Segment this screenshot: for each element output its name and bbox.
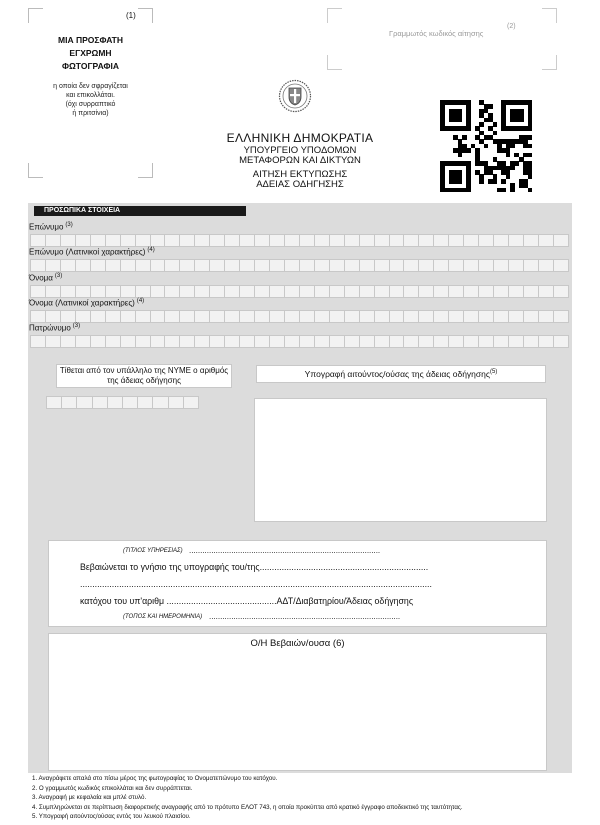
certification-line-1: Βεβαιώνεται το γνήσιο της υπογραφής του/της..................................................................... xyxy=(80,562,429,572)
character-box[interactable] xyxy=(164,259,180,272)
character-box[interactable] xyxy=(254,335,270,348)
character-box[interactable] xyxy=(179,335,195,348)
character-box[interactable] xyxy=(493,285,509,298)
character-box[interactable] xyxy=(30,285,46,298)
character-box[interactable] xyxy=(553,285,569,298)
license-digit-box[interactable] xyxy=(137,396,153,409)
character-box[interactable] xyxy=(45,310,61,323)
license-digit-box[interactable] xyxy=(61,396,77,409)
character-box[interactable] xyxy=(538,234,554,247)
license-digit-box[interactable] xyxy=(122,396,138,409)
character-box[interactable] xyxy=(75,234,91,247)
signature-label: Υπογραφή αιτούντος/ούσας της άδειας οδήγησης xyxy=(304,369,490,379)
photo-placeholder xyxy=(28,8,153,178)
character-box[interactable] xyxy=(463,259,479,272)
license-digit-box[interactable] xyxy=(183,396,199,409)
character-box[interactable] xyxy=(463,310,479,323)
character-boxes[interactable] xyxy=(30,234,568,247)
footnote-2: 2. Ο γραμμωτός κωδικός επικολλάται και δεν συρράπτεται. xyxy=(32,784,193,792)
character-box[interactable] xyxy=(389,310,405,323)
certification-box xyxy=(48,540,547,627)
character-box[interactable] xyxy=(209,234,225,247)
character-box[interactable] xyxy=(120,285,136,298)
character-box[interactable] xyxy=(120,335,136,348)
character-box[interactable] xyxy=(523,259,539,272)
character-box[interactable] xyxy=(523,310,539,323)
character-box[interactable] xyxy=(418,285,434,298)
field-label xyxy=(29,298,144,308)
character-box[interactable] xyxy=(389,335,405,348)
character-box[interactable] xyxy=(538,310,554,323)
character-box[interactable] xyxy=(344,285,360,298)
barcode-number: (2) xyxy=(507,23,516,30)
character-box[interactable] xyxy=(179,285,195,298)
character-box[interactable] xyxy=(314,335,330,348)
character-box[interactable] xyxy=(209,335,225,348)
character-box[interactable] xyxy=(374,234,390,247)
photo-line-2: ΕΓΧΡΩΜΗ xyxy=(69,48,112,58)
character-box[interactable] xyxy=(448,285,464,298)
character-box[interactable] xyxy=(374,259,390,272)
employee-note-line-2: της άδειας οδήγησης xyxy=(107,376,181,385)
character-box[interactable] xyxy=(329,259,345,272)
footnote-1: 1. Αναγράφετε απαλά στο πίσω μέρος της φωτογραφίας το Ονοματεπώνυμο του κατόχου. xyxy=(32,775,278,782)
character-box[interactable] xyxy=(135,234,151,247)
character-box[interactable] xyxy=(239,259,255,272)
character-box[interactable] xyxy=(135,259,151,272)
character-box[interactable] xyxy=(538,285,554,298)
character-box[interactable] xyxy=(314,259,330,272)
form-title-2: ΑΔΕΙΑΣ ΟΔΗΓΗΣΗΣ xyxy=(256,178,344,190)
character-box[interactable] xyxy=(418,310,434,323)
signature-box[interactable] xyxy=(254,398,547,522)
character-box[interactable] xyxy=(478,335,494,348)
character-box[interactable] xyxy=(224,285,240,298)
character-box[interactable] xyxy=(105,234,121,247)
character-box[interactable] xyxy=(239,285,255,298)
character-box[interactable] xyxy=(90,335,106,348)
character-box[interactable] xyxy=(120,259,136,272)
character-box[interactable] xyxy=(538,335,554,348)
character-box[interactable] xyxy=(314,234,330,247)
character-box[interactable] xyxy=(403,259,419,272)
character-box[interactable] xyxy=(254,285,270,298)
character-box[interactable] xyxy=(463,335,479,348)
character-box[interactable] xyxy=(374,335,390,348)
place-date-label: (ΤΟΠΟΣ ΚΑΙ ΗΜΕΡΟΜΗΝΙΑ) xyxy=(123,614,203,620)
character-box[interactable] xyxy=(284,310,300,323)
character-box[interactable] xyxy=(179,259,195,272)
character-box[interactable] xyxy=(239,310,255,323)
character-box[interactable] xyxy=(209,285,225,298)
character-box[interactable] xyxy=(239,234,255,247)
license-digit-box[interactable] xyxy=(152,396,168,409)
character-box[interactable] xyxy=(418,259,434,272)
photo-sub-3: (όχι συρραπτικό xyxy=(65,101,116,108)
character-box[interactable] xyxy=(359,285,375,298)
coat-of-arms-icon xyxy=(278,79,312,113)
character-box[interactable] xyxy=(254,310,270,323)
character-box[interactable] xyxy=(105,310,121,323)
character-box[interactable] xyxy=(164,310,180,323)
character-box[interactable] xyxy=(90,259,106,272)
place-date-dots: ...................................................................................... xyxy=(209,612,401,621)
character-box[interactable] xyxy=(374,310,390,323)
character-box[interactable] xyxy=(105,259,121,272)
republic-title: ΕΛΛΗΝΙΚΗ ΔΗΜΟΚΡΑΤΙΑ xyxy=(226,131,374,145)
character-box[interactable] xyxy=(150,285,166,298)
character-box[interactable] xyxy=(45,285,61,298)
character-box[interactable] xyxy=(30,259,46,272)
character-box[interactable] xyxy=(224,335,240,348)
certifier-box[interactable] xyxy=(48,633,547,771)
character-box[interactable] xyxy=(284,234,300,247)
photo-sub-1: η οποία δεν σφραγίζεται xyxy=(53,83,128,90)
character-box[interactable] xyxy=(269,285,285,298)
license-digit-box[interactable] xyxy=(107,396,123,409)
license-number-boxes[interactable] xyxy=(46,396,198,409)
character-box[interactable] xyxy=(164,234,180,247)
character-box[interactable] xyxy=(553,234,569,247)
character-box[interactable] xyxy=(403,285,419,298)
license-digit-box[interactable] xyxy=(168,396,184,409)
photo-number: (1) xyxy=(126,11,136,20)
character-box[interactable] xyxy=(120,234,136,247)
character-box[interactable] xyxy=(329,234,345,247)
character-box[interactable] xyxy=(194,335,210,348)
character-box[interactable] xyxy=(299,259,315,272)
character-box[interactable] xyxy=(30,234,46,247)
character-box[interactable] xyxy=(60,234,76,247)
character-box[interactable] xyxy=(493,259,509,272)
character-box[interactable] xyxy=(75,335,91,348)
character-box[interactable] xyxy=(493,310,509,323)
character-boxes[interactable] xyxy=(30,285,568,298)
field-label xyxy=(29,273,62,283)
character-box[interactable] xyxy=(403,335,419,348)
character-box[interactable] xyxy=(284,335,300,348)
character-box[interactable] xyxy=(493,234,509,247)
character-box[interactable] xyxy=(179,234,195,247)
footnote-3: 3. Αναγραφή με κεφαλαία και μπλέ στυλό. xyxy=(32,794,147,801)
barcode-box xyxy=(327,8,557,70)
character-box[interactable] xyxy=(30,310,46,323)
certifier-label: Ο/Η Βεβαιών/ουσα (6) xyxy=(250,638,345,649)
character-box[interactable] xyxy=(389,285,405,298)
character-box[interactable] xyxy=(224,259,240,272)
character-box[interactable] xyxy=(523,335,539,348)
character-box[interactable] xyxy=(538,259,554,272)
employee-note-line-1: Τίθεται από τον υπάλληλο της ΝΥΜΕ ο αριθμός xyxy=(59,366,229,375)
character-box[interactable] xyxy=(164,285,180,298)
character-box[interactable] xyxy=(224,234,240,247)
character-box[interactable] xyxy=(254,234,270,247)
character-box[interactable] xyxy=(150,335,166,348)
field-label xyxy=(29,222,73,232)
character-box[interactable] xyxy=(60,335,76,348)
character-box[interactable] xyxy=(269,310,285,323)
character-box[interactable] xyxy=(105,335,121,348)
character-box[interactable] xyxy=(254,259,270,272)
character-box[interactable] xyxy=(90,285,106,298)
character-box[interactable] xyxy=(75,259,91,272)
character-box[interactable] xyxy=(135,310,151,323)
character-box[interactable] xyxy=(359,310,375,323)
character-box[interactable] xyxy=(194,234,210,247)
character-box[interactable] xyxy=(194,310,210,323)
character-box[interactable] xyxy=(359,335,375,348)
character-box[interactable] xyxy=(105,285,121,298)
character-box[interactable] xyxy=(478,259,494,272)
photo-sub-4: ή πριτσίνια) xyxy=(72,110,109,117)
character-box[interactable] xyxy=(389,234,405,247)
character-box[interactable] xyxy=(299,285,315,298)
character-box[interactable] xyxy=(60,285,76,298)
character-box[interactable] xyxy=(553,310,569,323)
service-title-dots: ...................................................................................... xyxy=(189,546,381,555)
character-box[interactable] xyxy=(60,259,76,272)
character-box[interactable] xyxy=(45,259,61,272)
character-box[interactable] xyxy=(374,285,390,298)
license-digit-box[interactable] xyxy=(76,396,92,409)
character-box[interactable] xyxy=(493,335,509,348)
character-box[interactable] xyxy=(553,335,569,348)
character-box[interactable] xyxy=(194,259,210,272)
character-box[interactable] xyxy=(344,234,360,247)
character-box[interactable] xyxy=(224,310,240,323)
character-box[interactable] xyxy=(179,310,195,323)
character-box[interactable] xyxy=(403,234,419,247)
field-label-text: Πατρώνυμο xyxy=(29,323,71,333)
service-title-label: (ΤΙΤΛΟΣ ΥΠΗΡΕΣΙΑΣ) xyxy=(123,548,183,554)
field-label-text: Επώνυμο xyxy=(29,222,64,232)
character-box[interactable] xyxy=(463,234,479,247)
field-label-text: Όνομα (Λατινικοί χαρακτήρες) xyxy=(29,298,135,308)
character-box[interactable] xyxy=(433,310,449,323)
section-title: ΠΡΟΣΩΠΙΚΑ ΣΤΟΙΧΕΙΑ xyxy=(34,206,246,216)
character-box[interactable] xyxy=(284,285,300,298)
field-label-text: Όνομα xyxy=(29,273,53,283)
character-box[interactable] xyxy=(344,335,360,348)
character-box[interactable] xyxy=(239,335,255,348)
character-box[interactable] xyxy=(150,234,166,247)
character-box[interactable] xyxy=(164,335,180,348)
character-box[interactable] xyxy=(30,335,46,348)
character-box[interactable] xyxy=(359,259,375,272)
footnote-4: 4. Συμπληρώνεται σε περίπτωση διαφορετικής αναγραφής από το πρότυπο ΕΛΟΤ 743, η οποία προκύπτει από κρατικό έγγραφο αποδεικτικό της ταυτότητας. xyxy=(32,803,463,811)
character-box[interactable] xyxy=(150,310,166,323)
character-box[interactable] xyxy=(463,285,479,298)
character-box[interactable] xyxy=(433,259,449,272)
ministry-line-2: ΜΕΤΑΦΟΡΩΝ ΚΑΙ ΔΙΚΤΥΩΝ xyxy=(239,154,361,166)
ministry-line-1: ΥΠΟΥΡΓΕΙΟ ΥΠΟΔΟΜΩΝ xyxy=(243,145,357,156)
character-box[interactable] xyxy=(523,234,539,247)
employee-note-box xyxy=(56,364,232,388)
field-label xyxy=(29,247,155,257)
character-box[interactable] xyxy=(299,335,315,348)
character-box[interactable] xyxy=(508,259,524,272)
character-box[interactable] xyxy=(389,259,405,272)
field-note: (3) xyxy=(65,222,73,228)
character-box[interactable] xyxy=(209,310,225,323)
character-box[interactable] xyxy=(90,310,106,323)
character-box[interactable] xyxy=(314,285,330,298)
character-box[interactable] xyxy=(284,259,300,272)
character-box[interactable] xyxy=(150,259,166,272)
character-box[interactable] xyxy=(135,285,151,298)
character-boxes[interactable] xyxy=(30,335,568,348)
qr-code xyxy=(440,100,532,192)
character-box[interactable] xyxy=(135,335,151,348)
character-box[interactable] xyxy=(448,310,464,323)
character-boxes[interactable] xyxy=(30,310,568,323)
character-box[interactable] xyxy=(269,259,285,272)
character-box[interactable] xyxy=(269,234,285,247)
footnote-5: 5. Υπογραφή αιτούντος/ούσας εντός του λευκού πλαισίου. xyxy=(32,813,191,820)
character-box[interactable] xyxy=(403,310,419,323)
certification-line-3: κατόχου του υπ'αριθμ .............................................ΑΔΤ/Διαβατηρίου/Άδειας οδήγησης xyxy=(80,596,414,606)
character-box[interactable] xyxy=(299,234,315,247)
photo-sub-2: και επικολλάται. xyxy=(66,92,115,99)
character-box[interactable] xyxy=(478,310,494,323)
character-box[interactable] xyxy=(433,234,449,247)
character-box[interactable] xyxy=(433,285,449,298)
character-box[interactable] xyxy=(448,335,464,348)
signature-label-box xyxy=(256,365,546,383)
character-box[interactable] xyxy=(359,234,375,247)
barcode-label: Γραμμωτός κωδικός αίτησης xyxy=(389,29,484,38)
character-box[interactable] xyxy=(344,310,360,323)
character-box[interactable] xyxy=(120,310,136,323)
character-box[interactable] xyxy=(45,335,61,348)
character-box[interactable] xyxy=(344,259,360,272)
photo-line-1: ΜΙΑ ΠΡΟΣΦΑΤΗ xyxy=(58,35,123,45)
character-box[interactable] xyxy=(508,285,524,298)
character-box[interactable] xyxy=(448,259,464,272)
character-box[interactable] xyxy=(90,234,106,247)
field-label xyxy=(29,323,80,333)
character-box[interactable] xyxy=(478,285,494,298)
character-box[interactable] xyxy=(523,285,539,298)
character-box[interactable] xyxy=(418,335,434,348)
character-boxes[interactable] xyxy=(30,259,568,272)
character-box[interactable] xyxy=(75,310,91,323)
character-box[interactable] xyxy=(269,335,285,348)
character-box[interactable] xyxy=(194,285,210,298)
field-note: (4) xyxy=(136,298,145,304)
license-digit-box[interactable] xyxy=(92,396,108,409)
signature-note: (5) xyxy=(489,369,498,376)
character-box[interactable] xyxy=(478,234,494,247)
character-box[interactable] xyxy=(329,310,345,323)
character-box[interactable] xyxy=(433,335,449,348)
certification-line-2: ................................................................................................................................................ xyxy=(80,579,432,589)
character-box[interactable] xyxy=(209,259,225,272)
license-digit-box[interactable] xyxy=(46,396,62,409)
character-box[interactable] xyxy=(60,310,76,323)
character-box[interactable] xyxy=(418,234,434,247)
character-box[interactable] xyxy=(45,234,61,247)
form-title-1: ΑΙΤΗΣΗ ΕΚΤΥΠΩΣΗΣ xyxy=(252,169,348,180)
character-box[interactable] xyxy=(448,234,464,247)
character-box[interactable] xyxy=(508,234,524,247)
character-box[interactable] xyxy=(299,310,315,323)
character-box[interactable] xyxy=(329,335,345,348)
field-note: (3) xyxy=(54,273,63,279)
character-box[interactable] xyxy=(553,259,569,272)
character-box[interactable] xyxy=(329,285,345,298)
field-note: (4) xyxy=(147,247,155,253)
character-box[interactable] xyxy=(75,285,91,298)
field-note: (3) xyxy=(72,323,81,329)
photo-line-3: ΦΩΤΟΓΡΑΦΙΑ xyxy=(62,61,119,71)
footnotes xyxy=(32,774,592,822)
character-box[interactable] xyxy=(508,310,524,323)
character-box[interactable] xyxy=(314,310,330,323)
character-box[interactable] xyxy=(508,335,524,348)
field-label-text: Επώνυμο (Λατινικοί χαρακτήρες) xyxy=(29,247,146,257)
